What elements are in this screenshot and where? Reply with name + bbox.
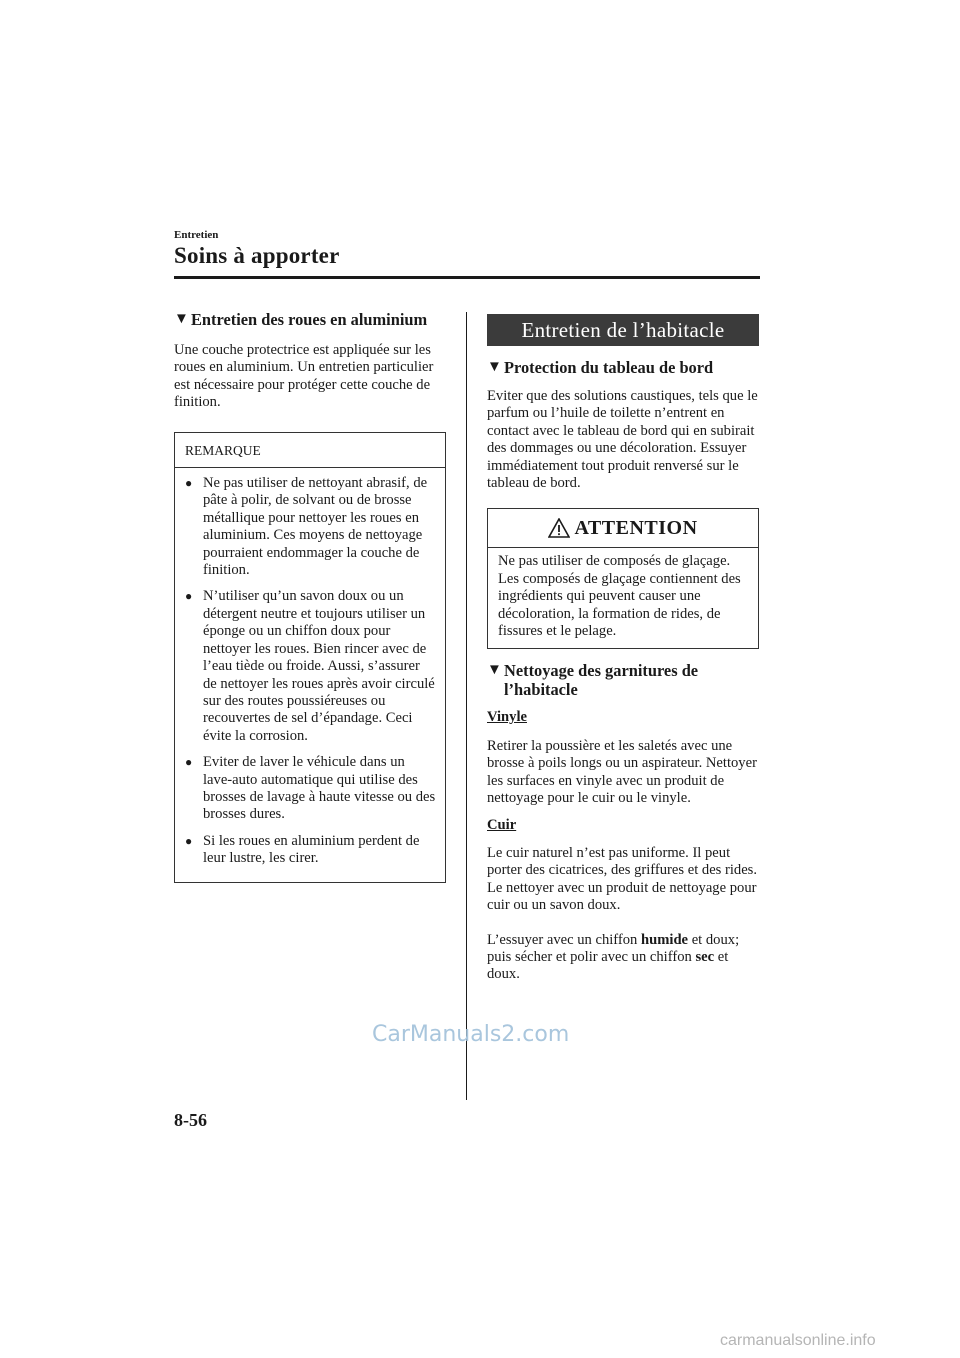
list-item: ● Si les roues en aluminium perdent de leur lustre, les cirer. — [185, 832, 420, 867]
warning-header — [488, 509, 758, 548]
note-title: REMARQUE — [175, 433, 445, 468]
warning-box — [487, 508, 759, 649]
bullet-icon: ● — [185, 833, 193, 848]
list-item: ● Eviter de laver le véhicule dans un lave-auto automatique qui utilise des brosses de lavage à haute vitesse ou des brosses dures. — [185, 754, 436, 823]
warning-text: Les composés de glaçage contiennent des ingrédients qui peuvent causer une décoloration, la formation de rides, de fissures et le pelage. — [498, 570, 741, 640]
vinyl-label: Vinyle — [487, 709, 527, 726]
heading-interior-trim: ▼ Nettoyage des garnitures de l’habitacle — [487, 661, 699, 700]
triangle-down-icon: ▼ — [487, 359, 502, 375]
footer-watermark: carmanualsonline.info — [720, 1332, 876, 1349]
bullet-icon: ● — [185, 589, 193, 604]
triangle-down-icon: ▼ — [487, 662, 502, 679]
heading-aluminium-wheels: ▼ Entretien des roues en aluminium — [174, 310, 428, 329]
right-column — [487, 314, 759, 984]
leather-label: Cuir — [487, 816, 517, 833]
leather-paragraph: Le cuir naturel n’est pas uniforme. Il peut porter des cicatrices, des griffures et des rides. Le nettoyer avec un produit de nettoyage pour cuir ou un savon doux. — [487, 844, 758, 914]
section-banner: Entretien de l’habitacle — [487, 314, 759, 346]
wipe-paragraph: L’essuyer avec un chiffon humide et doux; puis sécher et polir avec un chiffon sec et doux. — [487, 931, 740, 983]
section-label: Entretien — [174, 229, 219, 241]
intro-paragraph: Une couche protectrice est appliquée sur les roues en aluminium. Un entretien particulier est nécessaire pour protéger cette couche de finition. — [174, 342, 434, 411]
list-item: ● N’utiliser qu’un savon doux ou un détergent neutre et toujours utiliser un éponge ou un chiffon doux pour nettoyer les roues. Bien rincer avec de l’eau tiède ou froide. Aussi, s’assurer de nettoyer les roues après avoir circulé sur des routes poussiéreuses ou recouvertes de sel d’épandage. Ceci évite la corrosion. — [185, 588, 435, 744]
note-box — [174, 432, 446, 883]
heading-dashboard-protection: ▼ Protection du tableau de bord — [487, 358, 714, 377]
warning-body — [488, 548, 758, 648]
bullet-icon: ● — [185, 476, 193, 491]
list-item: ● Ne pas utiliser de nettoyant abrasif, de pâte à polir, de solvant ou de brosse métallique pour nettoyer les roues en aluminium. Ces moyens de nettoyage pourraient endommager la couche de finition. — [185, 475, 428, 579]
page-title: Soins à apporter — [174, 243, 340, 268]
warning-title: ATTENTION — [574, 516, 698, 539]
bullet-icon: ● — [185, 755, 193, 770]
watermark-logo: CarManuals2.com — [372, 1022, 570, 1047]
title-rule — [174, 276, 760, 279]
page-number: 8-56 — [174, 1110, 207, 1130]
vinyl-paragraph: Retirer la poussière et les saletés avec une brosse à poils longs ou un aspirateur. Nettoyer les surfaces en vinyle avec un produit de nettoyage pour le cuir ou le vinyle. — [487, 737, 757, 807]
dashboard-paragraph: Eviter que des solutions caustiques, tels que le parfum ou l’huile de toilette n’entrent en contact avec le tableau de bord qui en subirait des dommages ou une décoloration. Essuyer immédiatement tout produit renversé sur le tableau de bord. — [487, 388, 758, 492]
left-column — [174, 310, 446, 883]
triangle-down-icon: ▼ — [174, 311, 189, 327]
warning-triangle-icon — [548, 518, 570, 538]
column-divider — [466, 312, 467, 1100]
warning-text: Ne pas utiliser de composés de glaçage. — [498, 553, 731, 570]
note-list — [175, 468, 445, 882]
